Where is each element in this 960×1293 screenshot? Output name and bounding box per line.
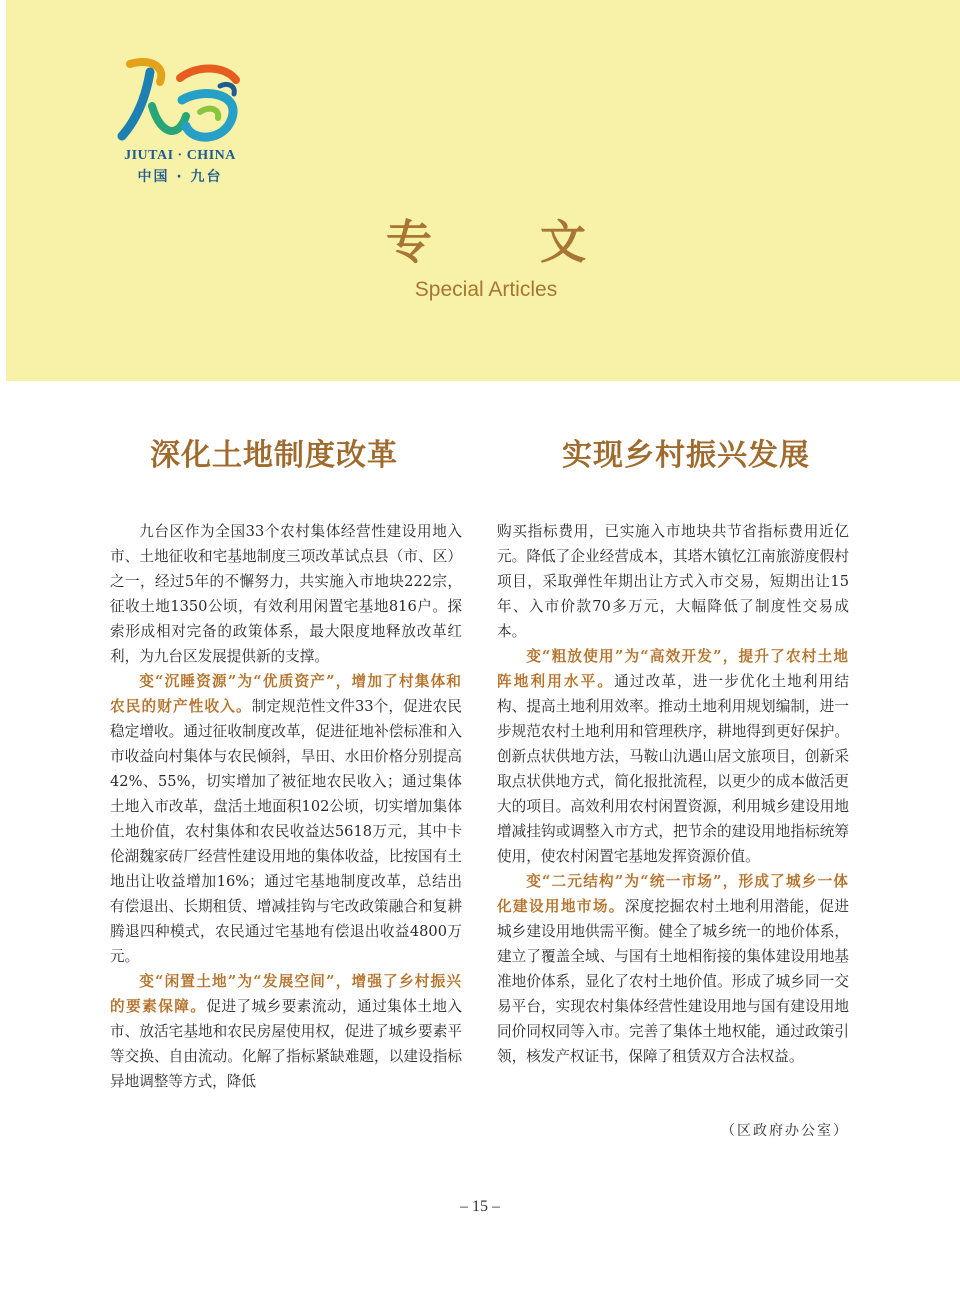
paragraph-unified-market-body: 深度挖掘农村土地利用潜能，促进城乡建设用地供需平衡。健全了城乡统一的地价体系，建立了覆盖全域、与国有土地相衔接的集体建设用地基准地价体系，显化了农村土地价值。形成了城乡同一交易平台，实现农村集体经营性建设用地与国有建设用地同价同权同等入市。完善了集体土地权能，通过政策引领，核发产权证书，保障了租赁双方合法权益。: [497, 898, 849, 1065]
jiutai-logo: [110, 52, 250, 192]
paragraph-unified-market: [497, 869, 849, 1069]
paragraph-resources-body: 制定规范性文件33个，促进农民稳定增收。通过征收制度改革，促进征地补偿标准和入市收益向村集体与农民倾斜，旱田、水田价格分别提高42%、55%，切实增加了被征地农民收入；通过集体土地入市改革，盘活土地面积102公顷，切实增加集体土地价值，农村集体和农民收益达5618万元，其中卡伦湖魏家砖厂经营性建设用地的集体收益，比按国有土地出让收益增加16%；通过宅基地制度改革，总结出有偿退出、长期租赁、增减挂钩与宅改政策融合和复耕腾退四种模式，农民通过宅基地有偿退出收益4800万元。: [110, 698, 462, 965]
subheading-idle-land: 变“闲置土地”为“发展空间”，增强了乡村振兴的要素保障。: [110, 973, 462, 1015]
page-number: – 15 –: [460, 1198, 500, 1215]
section-title: [386, 206, 586, 272]
article-title-part2: 实现乡村振兴发展: [562, 438, 810, 473]
article-column-right: [497, 519, 849, 1069]
header-banner: [6, 0, 960, 381]
subheading-efficient-use: 变“粗放使用”为“高效开发”，提升了农村土地阵地利用水平。: [497, 648, 849, 690]
section-subtitle: Special Articles: [414, 278, 558, 301]
section-title-right: 文: [540, 215, 586, 269]
paragraph-intro: 九台区作为全国33个农村集体经营性建设用地入市、土地征收和宅基地制度三项改革试点县（市、区）之一，经过5年的不懈努力，共实施入市地块222宗，征收土地1350公顷，有效利用闲置宅基地816户。探索形成相对完备的政策体系，最大限度地释放改革红利，为九台区发展提供新的支撑。: [110, 523, 462, 665]
article-column-left: [110, 519, 462, 1094]
paragraph-idle-land: [110, 969, 462, 1094]
paragraph-efficient-use-body: 通过改革，进一步优化土地利用结构、提高土地利用效率。推动土地利用规划编制，进一步规范农村土地利用和管理秩序，耕地得到更好保护。创新点状供地方法，马鞍山氿遇山居文旅项目，创新采取点状供地方式，简化报批流程，以更少的成本做活更大的项目。高效利用农村闲置资源，利用城乡建设用地增减挂钩或调整入市方式，把节余的建设用地指标统筹使用，使农村闲置宅基地发挥资源价值。: [497, 673, 849, 865]
paragraph-efficient-use: [497, 644, 849, 869]
logo-english-text: JIUTAI · CHINA: [124, 148, 236, 163]
logo-chinese-text: 中国 · 九台: [137, 169, 223, 185]
subheading-resources: 变“沉睡资源”为“优质资产”，增加了村集体和农民的财产性收入。: [110, 673, 462, 715]
paragraph-idle-land-body: 促进了城乡要素流动，通过集体土地入市、放活宅基地和农民房屋使用权，促进了城乡要素平等交换、自由流动。化解了指标紧缺难题，以建设指标异地调整等方式，降低: [110, 998, 462, 1090]
article-title: [150, 430, 810, 474]
article-title-part1: 深化土地制度改革: [150, 438, 398, 473]
paragraph-resources: [110, 669, 462, 969]
paragraph-idle-land-continued: 购买指标费用，已实施入市地块共节省指标费用近亿元。降低了企业经营成本，其塔木镇忆江南旅游度假村项目，采取弹性年期出让方式入市交易，短期出让15年、入市价款70多万元，大幅降低了制度性交易成本。: [497, 523, 849, 640]
subheading-unified-market: 变“二元结构”为“统一市场”，形成了城乡一体化建设用地市场。: [497, 873, 849, 915]
article-signature: （区政府办公室）: [721, 1123, 849, 1139]
jiutai-logo-mark-icon: [116, 56, 244, 148]
section-title-left: 专: [386, 215, 432, 269]
